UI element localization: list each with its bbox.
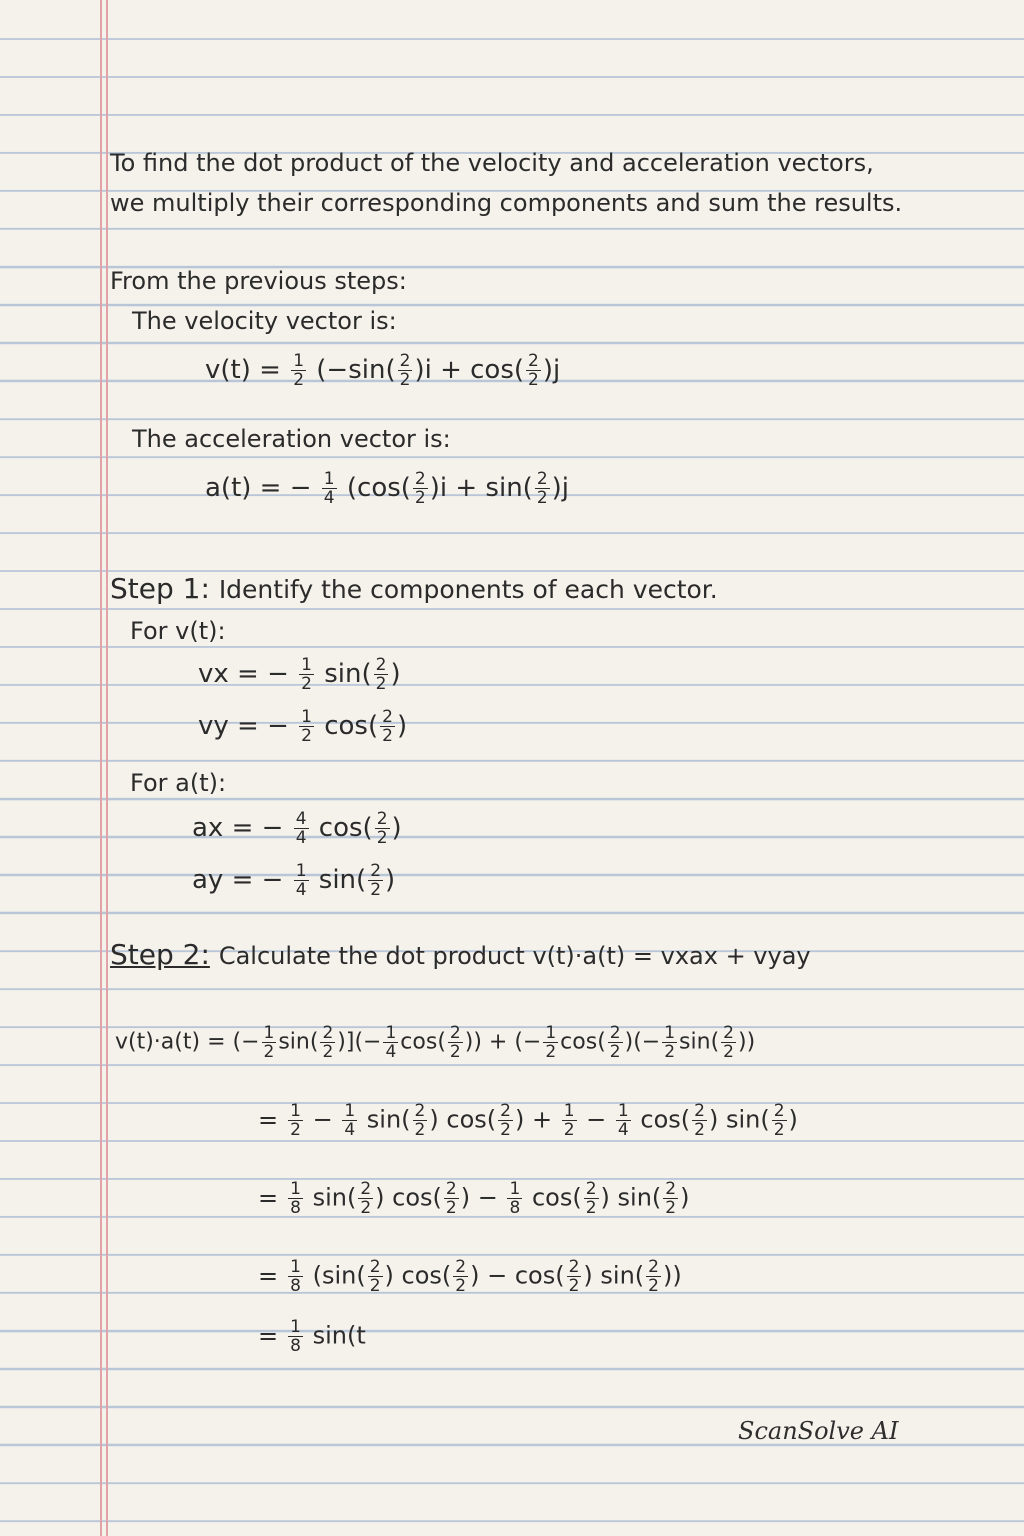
numerator: 1 <box>563 1101 575 1121</box>
denominator: 2 <box>545 1042 557 1062</box>
denominator: 2 <box>648 1276 659 1296</box>
eq-text: sin( <box>278 1029 319 1055</box>
fraction <box>291 352 306 389</box>
denominator: 2 <box>773 1120 785 1140</box>
denominator: 2 <box>563 1120 575 1140</box>
eq-text: cos( <box>640 1105 691 1134</box>
denominator: 2 <box>293 370 305 390</box>
fraction <box>383 1024 398 1061</box>
fraction <box>448 1024 463 1061</box>
step2-title: Step 2: <box>110 938 210 971</box>
fraction <box>294 862 309 899</box>
eq-text: ) cos( <box>429 1105 497 1134</box>
denominator: 4 <box>385 1042 397 1062</box>
fraction <box>662 1024 677 1061</box>
numerator: 1 <box>344 1101 356 1121</box>
numerator: 1 <box>290 1257 301 1277</box>
previous-heading: From the previous steps: <box>110 267 407 295</box>
eq-text: ) <box>788 1105 798 1134</box>
fraction <box>294 810 309 847</box>
fraction <box>288 1318 303 1355</box>
numerator: 2 <box>360 1179 372 1199</box>
fraction <box>444 1180 459 1217</box>
denominator: 2 <box>445 1198 457 1218</box>
denominator: 2 <box>382 726 393 746</box>
numerator: 4 <box>295 809 307 829</box>
denominator: 8 <box>290 1276 301 1296</box>
numerator: 2 <box>528 351 539 371</box>
numerator: 1 <box>263 1023 275 1043</box>
eq-text: (sin( <box>312 1261 366 1290</box>
eq-text: cos( <box>400 1029 446 1055</box>
eq-text: )) <box>737 1029 756 1055</box>
denominator: 2 <box>665 1198 677 1218</box>
denominator: 2 <box>723 1042 734 1062</box>
denominator: 2 <box>301 726 312 746</box>
fraction <box>299 708 314 745</box>
denominator: 2 <box>609 1042 621 1062</box>
numerator: 2 <box>648 1257 659 1277</box>
fraction <box>288 1102 303 1139</box>
numerator: 1 <box>290 1317 301 1337</box>
denominator: 2 <box>376 828 388 848</box>
fraction <box>375 810 390 847</box>
numerator: 2 <box>536 469 548 489</box>
step2-text: Calculate the dot product v(t)·a(t) = vxax + vyay <box>218 942 811 970</box>
fraction <box>374 656 389 693</box>
velocity-label: The velocity vector is: <box>132 307 397 335</box>
fraction <box>358 1180 373 1217</box>
fraction <box>692 1102 707 1139</box>
eq-text: )(− <box>624 1029 661 1055</box>
eq-text: ) <box>680 1183 690 1212</box>
dot-product-line-3 <box>250 1180 689 1217</box>
denominator: 2 <box>455 1276 467 1296</box>
numerator: 2 <box>568 1257 580 1277</box>
fraction <box>413 1102 428 1139</box>
denominator: 2 <box>263 1042 275 1062</box>
numerator: 2 <box>609 1023 621 1043</box>
ax-equation <box>192 810 402 847</box>
numerator: 2 <box>455 1257 467 1277</box>
denominator: 2 <box>290 1120 301 1140</box>
eq-text: )j <box>542 355 561 385</box>
eq-text: ) sin( <box>583 1261 645 1290</box>
fraction <box>721 1024 736 1061</box>
eq-text: vx = − <box>198 659 289 689</box>
fraction <box>368 862 383 899</box>
fraction <box>567 1258 582 1295</box>
signature: ScanSolve AI <box>738 1417 899 1445</box>
denominator: 4 <box>617 1120 629 1140</box>
margin-line <box>106 0 108 1536</box>
fraction <box>398 352 413 389</box>
numerator: 2 <box>414 469 426 489</box>
eq-text: − <box>586 1105 607 1134</box>
eq-text: )) + (− <box>464 1029 542 1055</box>
eq-text: cos( <box>560 1029 606 1055</box>
eq-text: sin( <box>679 1029 720 1055</box>
denominator: 2 <box>369 1276 381 1296</box>
step1-heading <box>110 574 718 605</box>
denominator: 4 <box>323 488 335 508</box>
fraction <box>342 1102 357 1139</box>
vy-equation <box>198 708 407 745</box>
fraction <box>616 1102 631 1139</box>
denominator: 2 <box>414 1120 426 1140</box>
denominator: 2 <box>360 1198 372 1218</box>
intro-line-2: we multiply their corresponding components and sum the results. <box>110 189 903 217</box>
fraction <box>288 1258 303 1295</box>
equals-sign: = <box>258 1321 279 1350</box>
denominator: 4 <box>295 880 307 900</box>
eq-text: ) sin( <box>600 1183 662 1212</box>
numerator: 2 <box>369 1257 381 1277</box>
eq-text: sin( <box>324 659 372 689</box>
fraction <box>380 708 395 745</box>
denominator: 2 <box>528 370 539 390</box>
fraction <box>646 1258 661 1295</box>
fraction <box>299 656 314 693</box>
for-v-label: For v(t): <box>130 617 226 645</box>
step1-title: Step 1: <box>110 572 210 605</box>
numerator: 2 <box>449 1023 461 1043</box>
denominator: 2 <box>664 1042 676 1062</box>
fraction <box>498 1102 513 1139</box>
eq-text: (cos( <box>346 473 411 503</box>
eq-text: ) − <box>460 1183 498 1212</box>
dot-product-line-5 <box>250 1318 366 1355</box>
eq-text: cos( <box>531 1183 582 1212</box>
eq-text: ) <box>385 865 396 895</box>
numerator: 2 <box>773 1101 785 1121</box>
fraction <box>322 470 337 507</box>
numerator: 1 <box>323 469 335 489</box>
eq-text: )) <box>662 1261 682 1290</box>
numerator: 1 <box>301 707 312 727</box>
fraction <box>262 1024 277 1061</box>
dot-product-line-2 <box>250 1102 798 1139</box>
fraction <box>543 1024 558 1061</box>
fraction <box>413 470 428 507</box>
denominator: 2 <box>399 370 411 390</box>
eq-text: ) <box>390 659 401 689</box>
margin-line <box>100 0 102 1536</box>
numerator: 1 <box>290 1101 301 1121</box>
eq-text: a(t) = − <box>205 473 312 503</box>
fraction <box>562 1102 577 1139</box>
fraction <box>526 352 541 389</box>
step2-heading <box>110 940 811 971</box>
vx-equation <box>198 656 401 693</box>
eq-text: cos( <box>318 813 373 843</box>
numerator: 2 <box>445 1179 457 1199</box>
eq-text: v(t) = <box>205 355 281 385</box>
eq-text: ) + <box>514 1105 553 1134</box>
denominator: 8 <box>509 1198 521 1218</box>
numerator: 1 <box>385 1023 397 1043</box>
denominator: 4 <box>295 828 307 848</box>
eq-text: cos( <box>324 711 379 741</box>
numerator: 2 <box>694 1101 705 1121</box>
fraction <box>507 1180 522 1217</box>
fraction <box>368 1258 383 1295</box>
numerator: 1 <box>617 1101 629 1121</box>
ay-equation <box>192 862 395 899</box>
numerator: 2 <box>500 1101 511 1121</box>
eq-text: sin( <box>366 1105 411 1134</box>
fraction <box>453 1258 468 1295</box>
numerator: 2 <box>376 809 388 829</box>
denominator: 2 <box>500 1120 511 1140</box>
eq-text: ay = − <box>192 865 284 895</box>
numerator: 2 <box>585 1179 597 1199</box>
eq-text: ) cos( <box>384 1261 452 1290</box>
numerator: 2 <box>375 655 387 675</box>
denominator: 2 <box>414 488 426 508</box>
denominator: 2 <box>585 1198 597 1218</box>
eq-text: ) <box>391 813 402 843</box>
numerator: 2 <box>370 861 382 881</box>
eq-text: )i + cos( <box>414 355 525 385</box>
step1-text: Identify the components of each vector. <box>218 575 718 604</box>
fraction <box>663 1180 678 1217</box>
denominator: 2 <box>375 674 387 694</box>
numerator: 1 <box>293 351 305 371</box>
numerator: 1 <box>664 1023 676 1043</box>
denominator: 2 <box>536 488 548 508</box>
numerator: 1 <box>290 1179 301 1199</box>
for-a-label: For a(t): <box>130 769 227 797</box>
numerator: 1 <box>545 1023 557 1043</box>
numerator: 1 <box>301 655 312 675</box>
eq-text: (−sin( <box>316 355 396 385</box>
eq-text: ) sin( <box>708 1105 770 1134</box>
numerator: 1 <box>295 861 307 881</box>
eq-text: ) − cos( <box>470 1261 565 1290</box>
eq-text: sin( <box>318 865 367 895</box>
eq-text: )](− <box>337 1029 382 1055</box>
denominator: 4 <box>344 1120 356 1140</box>
eq-text: ax = − <box>192 813 284 843</box>
eq-text: ) cos( <box>375 1183 442 1212</box>
numerator: 2 <box>665 1179 677 1199</box>
acceleration-equation <box>205 470 569 507</box>
eq-text: )i + sin( <box>429 473 533 503</box>
fraction <box>772 1102 787 1139</box>
eq-text: sin(t <box>312 1321 366 1350</box>
equals-sign: = <box>258 1183 279 1212</box>
fraction <box>584 1180 599 1217</box>
numerator: 2 <box>322 1023 334 1043</box>
denominator: 2 <box>694 1120 705 1140</box>
dot-product-line-4 <box>250 1258 682 1295</box>
denominator: 2 <box>370 880 382 900</box>
numerator: 1 <box>509 1179 521 1199</box>
fraction <box>320 1024 335 1061</box>
denominator: 8 <box>290 1198 301 1218</box>
numerator: 2 <box>399 351 411 371</box>
fraction <box>288 1180 303 1217</box>
eq-text: v(t)·a(t) = (− <box>115 1029 260 1055</box>
eq-text: ) <box>396 711 408 741</box>
dot-product-line-1 <box>115 1024 755 1061</box>
denominator: 2 <box>449 1042 461 1062</box>
numerator: 2 <box>382 707 393 727</box>
numerator: 2 <box>414 1101 426 1121</box>
velocity-equation <box>205 352 560 389</box>
denominator: 2 <box>568 1276 580 1296</box>
equals-sign: = <box>258 1261 279 1290</box>
acceleration-label: The acceleration vector is: <box>132 425 451 453</box>
fraction <box>608 1024 623 1061</box>
eq-text: )j <box>551 473 570 503</box>
denominator: 2 <box>301 674 312 694</box>
equals-sign: = <box>258 1105 279 1134</box>
denominator: 2 <box>322 1042 334 1062</box>
fraction <box>535 470 550 507</box>
intro-line-1: To find the dot product of the velocity and acceleration vectors, <box>110 149 874 177</box>
eq-text: − <box>312 1105 333 1134</box>
denominator: 8 <box>290 1336 301 1356</box>
numerator: 2 <box>723 1023 734 1043</box>
eq-text: sin( <box>312 1183 357 1212</box>
eq-text: vy = − <box>198 711 289 741</box>
